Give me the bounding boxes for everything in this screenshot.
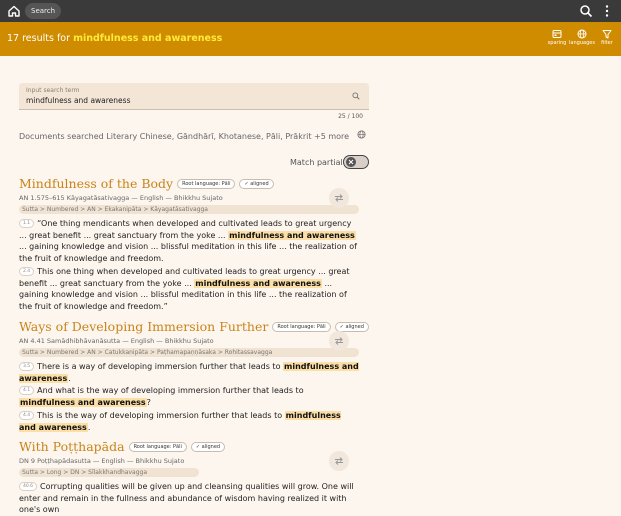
documents-searched	[19, 130, 366, 141]
search-highlight: mindfulness and awareness	[20, 398, 146, 408]
aligned-badge: ✓ aligned	[191, 442, 225, 452]
result-title	[19, 319, 364, 334]
result-title	[19, 176, 359, 191]
toggle-knob	[346, 157, 356, 167]
languages-label: languages	[569, 40, 595, 46]
parallels-button[interactable]	[329, 188, 349, 208]
home-icon[interactable]	[7, 4, 21, 18]
breadcrumb[interactable]: Sutta > Numbered > AN > Ekakanipāta > Kāyagatāsativagga	[19, 205, 359, 214]
result-title-link[interactable]: With Poṭṭhapāda	[19, 439, 125, 454]
segment-number[interactable]: 40.6	[19, 482, 37, 491]
result-meta: AN 1.575–615 Kāyagatāsativagga — English — Bhikkhu Sujato	[19, 194, 223, 202]
filter-icon	[602, 29, 612, 39]
search-highlight: mindfulness and awareness	[229, 230, 355, 240]
search-field-icon[interactable]	[352, 92, 360, 100]
char-counter: 25 / 100	[338, 113, 363, 120]
results-count: 17 results for	[7, 33, 71, 44]
paragraph-text: ?	[146, 398, 151, 408]
paragraph-text: This is the way of developing immersion further that leads to	[37, 410, 285, 420]
search-highlight: mindfulness and awareness	[19, 362, 359, 383]
search-input-label: Input search term	[26, 87, 80, 94]
paragraph-text: ... gaining knowledge and vision ... blissful meditation in this life ... the realization of the fruit of knowledge and freedom.”	[19, 278, 347, 311]
result-paragraph	[19, 410, 359, 433]
segment-number[interactable]: 3.5	[19, 362, 34, 371]
sparing-icon	[552, 29, 562, 39]
paragraph-text: There is a way of developing immersion further that leads to	[37, 362, 284, 371]
breadcrumb[interactable]: Sutta > Numbered > AN > Catukkanipāta > Paṭhamapaṇṇāsaka > Rohitassavagga	[19, 348, 359, 357]
match-partial-toggle[interactable]	[343, 155, 369, 169]
filter-button[interactable]	[593, 29, 621, 46]
segment-number[interactable]: 2.4	[19, 267, 34, 276]
segment-number[interactable]: 4.1	[19, 386, 34, 395]
parallels-button[interactable]	[329, 451, 349, 471]
root-language-badge: Root language: Pāli	[177, 179, 235, 189]
result-paragraph	[19, 218, 359, 265]
result-card	[19, 319, 364, 433]
more-menu-icon[interactable]	[604, 4, 610, 18]
results-title	[7, 33, 222, 44]
swap-arrows-icon	[334, 193, 344, 203]
root-language-badge: Root language: Pāli	[272, 322, 330, 332]
parallels-button[interactable]	[329, 331, 349, 351]
aligned-badge: ✓ aligned	[239, 179, 273, 189]
paragraph-text: .	[68, 373, 71, 383]
swap-arrows-icon	[334, 336, 344, 346]
result-paragraph	[19, 385, 359, 408]
filter-label: filter	[601, 40, 613, 46]
result-paragraph	[19, 481, 359, 516]
close-icon	[348, 159, 354, 165]
documents-searched-text: Documents searched Literary Chinese, Gāndhārī, Khotanese, Pāli, Prākrit +5 more	[19, 132, 350, 141]
result-title-link[interactable]: Mindfulness of the Body	[19, 176, 174, 191]
search-input[interactable]	[19, 83, 369, 110]
result-meta: DN 9 Poṭṭhapādasutta — English — Bhikkhu Sujato	[19, 457, 185, 465]
result-paragraph	[19, 266, 359, 313]
search-button[interactable]: Search	[25, 3, 61, 19]
paragraph-text: ... gaining knowledge and vision ... blissful meditation in this life ... the realization of the fruit of knowledge and freedom.	[19, 242, 357, 264]
results-header	[0, 22, 621, 56]
result-paragraph	[19, 361, 359, 384]
segment-number[interactable]: 4.4	[19, 411, 34, 420]
paragraph-text: “One thing mendicants when developed and cultivated leads to great urgency ... great benefit ... great sanctuary from the yoke ...	[19, 219, 352, 240]
paragraph-text: Corrupting qualities will be given up and cleansing qualities will grow. One will enter and remain in the fullness and abundance of wisdom having realized it with one's own	[19, 482, 354, 515]
search-highlight: mindfulness and awareness	[195, 278, 321, 288]
result-card	[19, 439, 359, 516]
result-title-link[interactable]: Ways of Developing Immersion Further	[19, 319, 269, 334]
globe-icon[interactable]	[357, 130, 366, 139]
result-card	[19, 176, 359, 313]
result-meta: AN 4.41 Samādhibhāvanāsutta — English — Bhikkhu Sujato	[19, 337, 214, 345]
search-input-value[interactable]: mindfulness and awareness	[26, 96, 131, 105]
paragraph-text: And what is the way of developing immersion further that leads to	[37, 386, 304, 396]
match-partial-label: Match partial	[290, 158, 343, 167]
sparing-label: sparing	[547, 40, 567, 46]
languages-button[interactable]	[568, 29, 596, 46]
aligned-badge: ✓ aligned	[335, 322, 369, 332]
root-language-badge: Root language: Pāli	[129, 442, 187, 452]
search-icon[interactable]	[579, 4, 593, 18]
breadcrumb[interactable]: Sutta > Long > DN > Sīlakkhandhavagga	[19, 468, 199, 477]
swap-arrows-icon	[334, 456, 344, 466]
top-bar	[0, 0, 621, 22]
paragraph-text: This one thing when developed and cultivated leads to great urgency ... great benefit ... great sanctuary from the yoke ...	[19, 266, 350, 288]
paragraph-text: .	[87, 422, 91, 432]
sparing-button[interactable]	[543, 29, 571, 46]
segment-number[interactable]: 1.1	[19, 219, 34, 228]
globe-icon	[577, 29, 587, 39]
result-title	[19, 439, 359, 454]
results-query: mindfulness and awareness	[73, 33, 223, 44]
search-highlight: mindfulness and awareness	[19, 410, 341, 432]
